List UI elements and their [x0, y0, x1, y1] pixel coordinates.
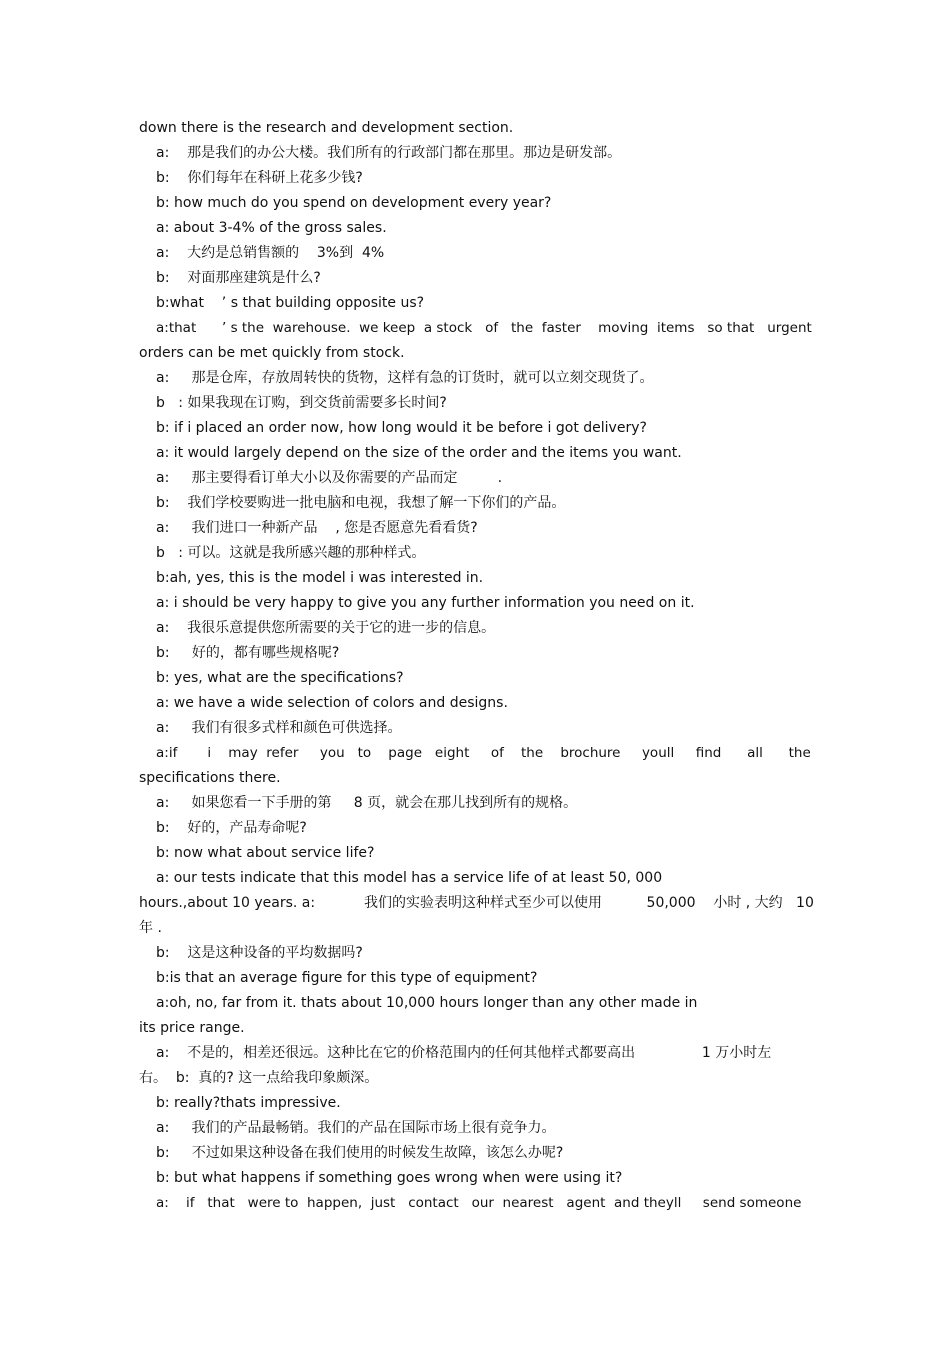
text-line: b: but what happens if something goes wrong when were using it? [156, 1170, 623, 1186]
text-line: 年 . [139, 920, 162, 936]
text-line: a: 我们的产品最畅销。我们的产品在国际市场上很有竞争力。 [156, 1120, 556, 1136]
text-line: b:what ’ s that building opposite us? [156, 295, 425, 311]
text-line: a: we have a wide selection of colors and designs. [156, 695, 508, 711]
text-line: b:is that an average figure for this type of equipment? [156, 970, 538, 986]
text-line: 右。 b: 真的? 这一点给我印象颇深。 [139, 1070, 379, 1086]
text-line: b: 好的，都有哪些规格呢? [156, 645, 340, 661]
text-line: a: 那是我们的办公大楼。我们所有的行政部门都在那里。那边是研发部。 [156, 145, 622, 161]
text-line: b: yes, what are the specifications? [156, 670, 404, 686]
text-line: b: 不过如果这种设备在我们使用的时候发生故障，该怎么办呢? [156, 1145, 564, 1161]
text-line: b: really?thats impressive. [156, 1095, 341, 1111]
text-line: b: 我们学校要购进一批电脑和电视，我想了解一下你们的产品。 [156, 495, 566, 511]
text-line: a: 不是的，相差还很远。这种比在它的价格范围内的任何其他样式都要高出 1 万小时左 [156, 1045, 772, 1061]
text-line: a: 那是仓库，存放周转快的货物，这样有急的订货时，就可以立刻交现货了。 [156, 370, 654, 386]
text-line: a: it would largely depend on the size of the order and the items you want. [156, 445, 682, 461]
text-line: a: 如果您看一下手册的第 8 页，就会在那儿找到所有的规格。 [156, 795, 578, 811]
text-line: b: if i placed an order now, how long would it be before i got delivery? [156, 420, 647, 436]
text-line: orders can be met quickly from stock. [139, 345, 405, 361]
text-line: a:if i may refer you to page eight of the brochure youll find all the [156, 745, 811, 761]
text-line: down there is the research and development section. [139, 120, 514, 136]
text-line: specifications there. [139, 770, 281, 786]
text-line: b: 好的，产品寿命呢? [156, 820, 307, 836]
text-line: a: about 3-4% of the gross sales. [156, 220, 387, 236]
text-line: b: now what about service life? [156, 845, 375, 861]
text-line: hours.,about 10 years. a: 我们的实验表明这种样式至少可以使用 50,000 小时 , 大约 10 [139, 895, 814, 911]
text-line: b: 对面那座建筑是什么? [156, 270, 321, 286]
text-line: a: our tests indicate that this model has a service life of at least 50, 000 [156, 870, 663, 886]
text-line: b : 如果我现在订购，到交货前需要多长时间? [156, 395, 447, 411]
text-line: a:that ’ s the warehouse. we keep a stock of the faster moving items so that urgent [156, 320, 812, 336]
text-line: a: if that were to happen, just contact our nearest agent and theyll send someone [156, 1195, 802, 1211]
text-line: b: 你们每年在科研上花多少钱? [156, 170, 363, 186]
text-line: a: 我们进口一种新产品 , 您是否愿意先看看货? [156, 520, 478, 536]
text-line: b : 可以。这就是我所感兴趣的那种样式。 [156, 545, 426, 561]
text-line: its price range. [139, 1020, 245, 1036]
text-line: a: i should be very happy to give you any further information you need on it. [156, 595, 695, 611]
text-line: b:ah, yes, this is the model i was interested in. [156, 570, 484, 586]
text-line: a: 我们有很多式样和颜色可供选择。 [156, 720, 402, 736]
dialogue-text [139, 116, 814, 1216]
text-line: b: how much do you spend on development every year? [156, 195, 552, 211]
text-line: a: 那主要得看订单大小以及你需要的产品而定 . [156, 470, 503, 486]
text-line: b: 这是这种设备的平均数据吗? [156, 945, 363, 961]
text-line: a:oh, no, far from it. thats about 10,000 hours longer than any other made in [156, 995, 698, 1011]
text-line: a: 我很乐意提供您所需要的关于它的进一步的信息。 [156, 620, 496, 636]
text-line: a: 大约是总销售额的 3%到 4% [156, 245, 385, 261]
